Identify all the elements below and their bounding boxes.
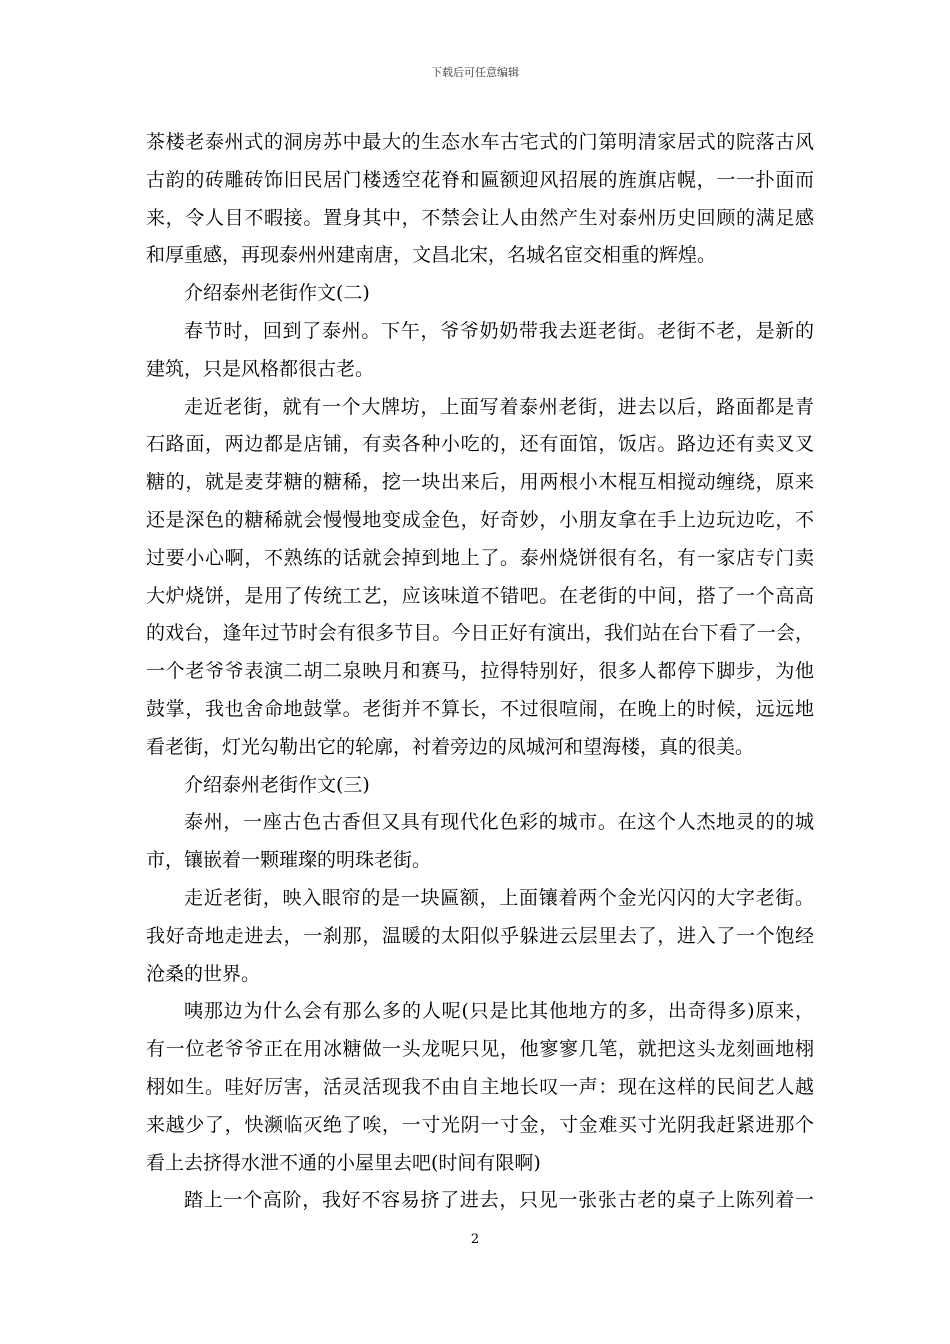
text-line: 鼓掌，我也舍命地鼓掌。老街并不算长，不过很喧闹，在晚上的时候，远远地 [146,697,814,720]
text-line: 古韵的砖雕砖饰旧民居门楼透空花脊和匾额迎风招展的旌旗店幌，一一扑面而 [146,168,814,191]
text-line: 市，镶嵌着一颗璀璨的明珠老街。 [146,849,432,872]
text-line: 茶楼老泰州式的洞房苏中最大的生态水车古宅式的门第明清家居式的院落古风 [146,131,814,153]
text-line: 春节时，回到了泰州。下午，爷爷奶奶带我去逛老街。老街不老，是新的 [184,319,814,342]
text-line: 看上去挤得水泄不通的小屋里去吧(时间有限啊) [146,1151,541,1174]
page-header: 下载后可任意编辑 [431,66,519,79]
text-line: 建筑，只是风格都很古老。 [146,357,375,380]
text-line: 石路面，两边都是店铺，有卖各种小吃的，还有面馆，饭店。路边还有卖叉叉 [146,433,814,456]
text-line: 咦那边为什么会有那么多的人呢(只是比其他地方的多，出奇得多)原来， [184,1000,814,1023]
text-line: 走近老街，就有一个大牌坊，上面写着泰州老街，进去以后，路面都是青 [184,395,814,418]
text-line: 糖的，就是麦芽糖的糖稀，挖一块出来后，用两根小木棍互相搅动缠绕，原来 [146,471,814,494]
text-line: 泰州，一座古色古香但又具有现代化色彩的城市。在这个人杰地灵的的城 [184,811,814,834]
page-number: 2 [470,1232,480,1247]
text-line: 看老街，灯光勾勒出它的轮廓，衬着旁边的凤城河和望海楼，真的很美。 [146,735,755,758]
text-line: 介绍泰州老街作文(三) [184,773,370,796]
text-line: 沧桑的世界。 [146,962,261,985]
text-line: 走近老街，映入眼帘的是一块匾额，上面镶着两个金光闪闪的大字老街。 [184,886,814,909]
text-line: 踏上一个高阶，我好不容易挤了进去，只见一张张古老的桌子上陈列着一 [184,1189,814,1212]
text-line: 一个老爷爷表演二胡二泉映月和赛马，拉得特别好，很多人都停下脚步，为他 [146,660,814,683]
text-line: 来，令人目不暇接。置身其中，不禁会让人由然产生对泰州历史回顾的满足感 [146,206,814,229]
text-line: 过要小心啊，不熟练的话就会掉到地上了。泰州烧饼很有名，有一家店专门卖 [146,546,814,569]
document-body [146,124,814,1220]
text-line: 栩如生。哇好厉害，活灵活现我不由自主地长叹一声：现在这样的民间艺人越 [146,1075,814,1098]
text-line: 和厚重感，再现泰州州建南唐，文昌北宋，名城名宦交相重的辉煌。 [146,244,717,267]
text-line: 大炉烧饼，是用了传统工艺，应该味道不错吧。在老街的中间，搭了一个高高 [146,584,814,607]
text-line: 的戏台，逢年过节时会有很多节目。今日正好有演出，我们站在台下看了一会， [146,622,814,645]
text-line: 来越少了，快濒临灭绝了唉，一寸光阴一寸金，寸金难买寸光阴我赶紧进那个 [146,1113,814,1136]
text-line: 有一位老爷爷正在用冰糖做一头龙呢只见，他寥寥几笔，就把这头龙刻画地栩 [146,1038,814,1061]
text-line: 还是深色的糖稀就会慢慢地变成金色，好奇妙，小朋友拿在手上边玩边吃，不 [146,508,814,531]
text-line: 我好奇地走进去，一刹那，温暖的太阳似乎躲进云层里去了，进入了一个饱经 [146,924,814,947]
text-line: 介绍泰州老街作文(二) [184,282,370,305]
